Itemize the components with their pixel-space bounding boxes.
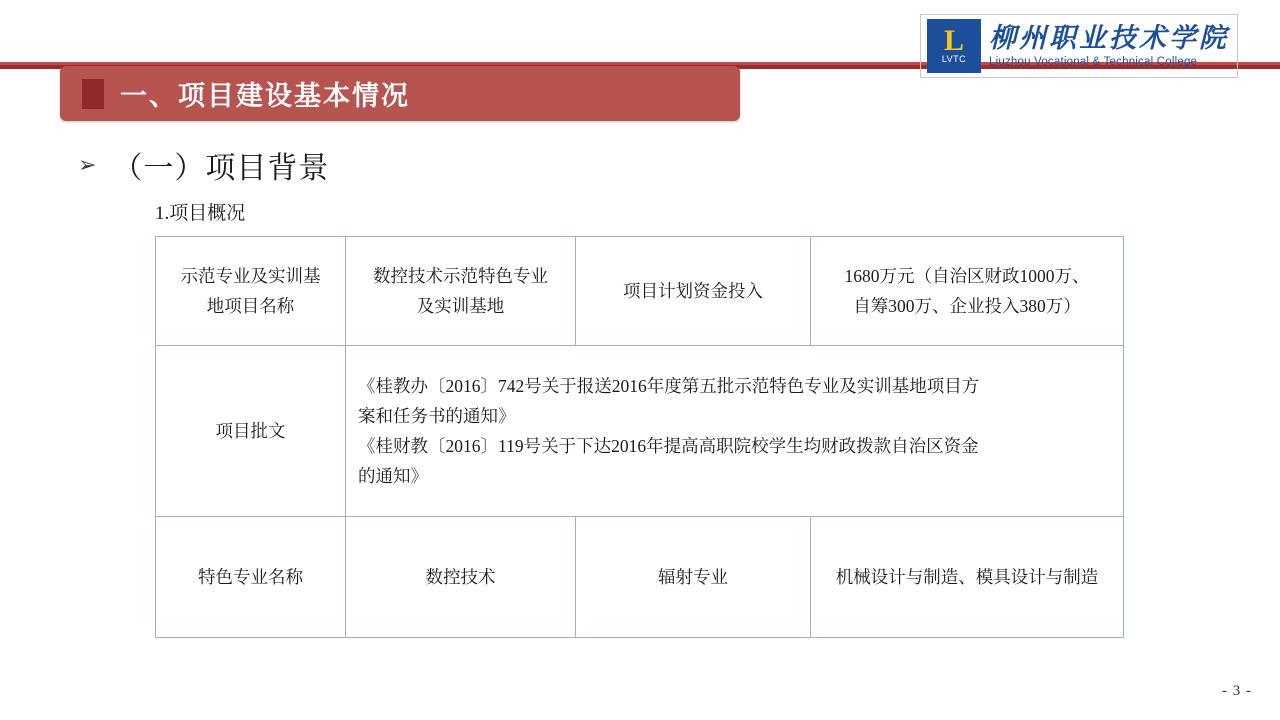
logo-mark-icon bbox=[927, 19, 981, 73]
project-overview-table bbox=[155, 236, 1124, 638]
cell-approval-label: 项目批文 bbox=[156, 346, 346, 517]
table-row bbox=[156, 237, 1124, 346]
college-logo bbox=[920, 14, 1238, 78]
table-row bbox=[156, 346, 1124, 517]
cell-project-name-value: 数控技术示范特色专业 及实训基地 bbox=[346, 237, 576, 346]
cell-funding-value: 1680万元（自治区财政1000万、 自筹300万、企业投入380万） bbox=[811, 237, 1124, 346]
cell-specialty-value: 数控技术 bbox=[346, 517, 576, 638]
section-title: 一、项目建设基本情况 bbox=[120, 81, 410, 111]
cell-project-name-label: 示范专业及实训基 地项目名称 bbox=[156, 237, 346, 346]
subsection-item-heading: 1.项目概况 bbox=[155, 203, 246, 224]
banner-accent-block bbox=[82, 79, 104, 109]
logo-name-cn: 柳州职业技术学院 bbox=[989, 22, 1229, 53]
subsection-heading-label: （一）项目背景 bbox=[112, 152, 330, 185]
logo-swoosh-glyph: L bbox=[943, 23, 964, 57]
cell-approval-value: 《桂教办〔2016〕742号关于报送2016年度第五批示范特色专业及实训基地项目方 案和任务书的通知》 《桂财教〔2016〕119号关于下达2016年提高高职院校学生均财政拨款自治区资金 的通知》 bbox=[346, 346, 1124, 517]
table-row bbox=[156, 517, 1124, 638]
cell-specialty-label: 特色专业名称 bbox=[156, 517, 346, 638]
project-overview-table-wrapper bbox=[155, 236, 1123, 638]
cell-radiating-label: 辐射专业 bbox=[576, 517, 811, 638]
logo-abbreviation: LVTC bbox=[941, 53, 967, 64]
logo-name-en: Liuzhou Vocational & Technical College bbox=[989, 55, 1198, 68]
page-number: - 3 - bbox=[1222, 683, 1252, 699]
cell-funding-label: 项目计划资金投入 bbox=[576, 237, 811, 346]
arrow-bullet-icon: ➢ bbox=[78, 152, 97, 177]
subsection-heading bbox=[78, 143, 329, 187]
section-title-banner bbox=[60, 66, 740, 121]
cell-radiating-value: 机械设计与制造、模具设计与制造 bbox=[811, 517, 1124, 638]
logo-text-block bbox=[989, 23, 1229, 70]
